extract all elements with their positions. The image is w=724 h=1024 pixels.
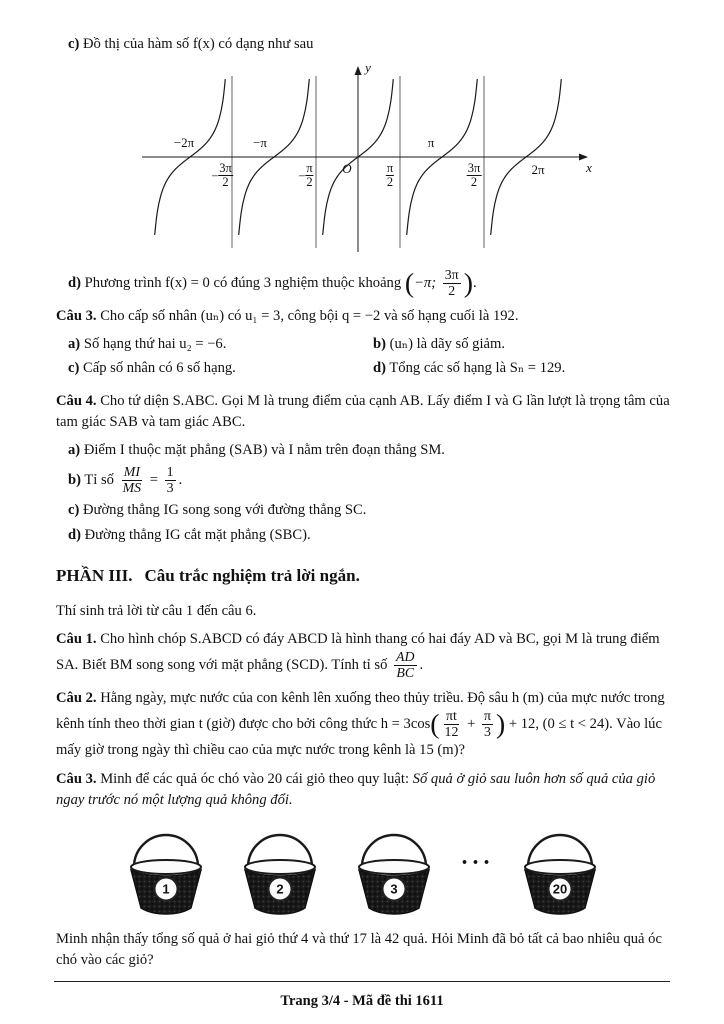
question-4 [56,391,670,433]
part-3-heading-text: Câu trắc nghiệm trả lời ngắn. [144,566,360,586]
y-axis-label: y [365,60,371,76]
fraction-pit-12: $\frac{\pi t}{12}$ [444,709,459,741]
part-3-heading [56,564,670,589]
close-paren: ) [495,709,506,741]
plus-sign: + [467,716,476,733]
statement-c-label: c) [68,36,80,52]
part3-question-3 [56,769,670,811]
basket-number: 2 [276,881,285,897]
open-paren: ( [430,709,440,741]
statement-d-label: d) [68,274,81,291]
option-label: b) [68,471,81,488]
fraction-ad-bc: $\frac{AD}{BC}$ [396,650,415,682]
question-text: Hằng ngày, mực nước của con kênh lên xuống theo thủy triều. Độ sâu h (m) của mực nước trong kênh tính theo thời gian t (giờ) được cho bởi công thức h = 3cos [56,690,665,733]
part3-question-3-conclusion: Minh nhận thấy tổng số quả ở hai giỏ thứ 4 và thứ 17 là 42 quả. Hỏi Minh đã bỏ tất cả bao nhiêu quả óc chó vào các giỏ? [56,930,662,969]
option-label: d) [373,360,386,377]
tick-neg-pi: −π [253,135,267,151]
option-label: c) [68,502,80,519]
question-period: . [419,657,424,674]
question-3-options [56,334,670,382]
footer-text: Trang 3/4 - Mã đề thi 1611 [280,992,444,1009]
statement-c-text: Đồ thị của hàm số f(x) có dạng như sau [83,36,314,52]
part3-question-2 [56,688,670,761]
question-label: Câu 3. [56,770,97,787]
question-4-option-a [56,440,670,461]
question-3-option-a [68,334,365,355]
part3-question-1 [56,629,670,681]
part-3-heading-label: PHẦN III. [56,566,133,586]
close-paren: ) [463,267,473,299]
option-text: (uₙ) là dãy số giảm. [389,336,505,353]
tick-neg-3pi-2 [211,162,233,189]
question-text: Cho hình chóp S.ABCD có đáy ABCD là hình thang có hai đáy AD và BC, gọi M là trung điểm SA. Biết BM song song với mặt phẳng (SCD). Tính tỉ số [56,631,660,674]
origin-label: O [342,161,352,177]
fraction-mi-ms: $\frac{MI}{MS}$ [122,465,142,497]
question-3-text: Cho cấp số nhân (uₙ) có u₁ = 3, công bội q = −2 và số hạng cuối là 192. [100,308,519,325]
option-text: Tỉ số [84,471,114,488]
tick-sign: − [211,168,219,183]
option-text: Điểm I thuộc mặt phẳng (SAB) và I nằm trên đoạn thẳng SM. [83,441,445,458]
page-footer [54,981,670,1012]
option-text: Tổng các số hạng là Sₙ = 129. [389,360,566,377]
question-4-option-b [56,465,670,496]
tick-pi-2 [386,162,394,189]
question-label: Câu 1. [56,631,97,648]
tick-sign: − [298,168,306,183]
option-label: b) [373,336,386,353]
option-label: a) [68,441,81,458]
question-4-option-c [56,500,670,521]
baskets-figure [56,825,670,917]
basket-1-illustration [118,825,214,917]
basket-20-illustration [512,825,608,917]
basket-2-illustration [232,825,328,917]
question-text: Minh để các quả óc chó vào 20 cái giỏ theo quy luật: [100,770,410,787]
statement-c [56,34,670,55]
option-text: Đường thẳng IG song song với đường thẳng SC. [83,502,367,519]
interval-start: −π; [414,274,437,291]
option-text: Số hạng thứ hai u₂ = −6. [83,336,227,353]
open-paren: ( [404,267,415,299]
basket-number: 3 [390,881,399,897]
fraction-pi-3: $\frac{\pi}{3}$ [483,709,491,741]
statement-d-period: . [472,274,477,291]
x-axis-label: x [586,160,592,176]
question-4-option-d [56,525,670,546]
option-label: d) [68,527,81,544]
ellipsis-dots: ··· [460,850,494,877]
question-text-2: + 12, (0 ≤ t < 24). Vào lúc mấy giờ trong ngày thì chiều cao của mực nước trong kênh là 15 (m)? [56,716,662,759]
function-graph-figure [128,62,598,258]
tick-pi: π [427,135,435,151]
basket-number: 1 [162,881,171,897]
option-label: c) [68,360,80,377]
tick-fraction: π 2 [386,161,394,190]
question-4-text: Cho tứ diện S.ABC. Gọi M là trung điểm của cạnh AB. Lấy điểm I và G lần lượt là trọng tâm của tam giác SAB và tam giác ABC. [56,392,670,430]
tick-3pi-2 [467,162,482,189]
option-text: Đường thẳng IG cắt mặt phẳng (SBC). [84,527,311,544]
question-label: Câu 2. [56,690,97,707]
question-3-label: Câu 3. [56,308,97,325]
tan-graph [128,62,598,258]
part-3-intro: Thí sinh trả lời từ câu 1 đến câu 6. [56,602,257,619]
tick-fraction: $\frac{\pi}{2}$ [306,161,313,190]
option-text: Cấp số nhân có 6 số hạng. [83,360,236,377]
y-axis-arrow [355,66,362,75]
fraction-1-3: $\frac{1}{3}$ [166,465,174,497]
question-3-option-b [373,334,670,355]
tick-neg-pi-2 [298,162,313,189]
basket-number: 20 [552,881,567,897]
footer-rule [54,981,670,982]
option-label: a) [68,336,81,353]
statement-d [56,268,670,299]
tick-fraction: $\frac{3\pi}{2}$ [219,161,232,190]
question-3-option-d [373,358,670,379]
equals-sign: = [149,471,158,488]
tick-fraction: 3π 2 [467,161,481,190]
basket-3-illustration [346,825,442,917]
option-period: . [178,471,183,488]
fraction-3pi-2: $\frac{3\pi}{2}$ [444,268,459,300]
question-3 [56,306,670,327]
tick-neg-2pi: −2π [173,135,195,151]
statement-d-text: Phương trình f(x) = 0 có đúng 3 nghiệm thuộc khoảng [84,274,402,291]
question-4-label: Câu 4. [56,392,97,409]
question-3-option-c [68,358,365,379]
question-rule-italic: Số quả ở giỏ sau luôn hơn số quả của giỏ ngay trước nó một lượng quả không đổi. [56,770,656,808]
tick-2pi: 2π [531,162,545,178]
